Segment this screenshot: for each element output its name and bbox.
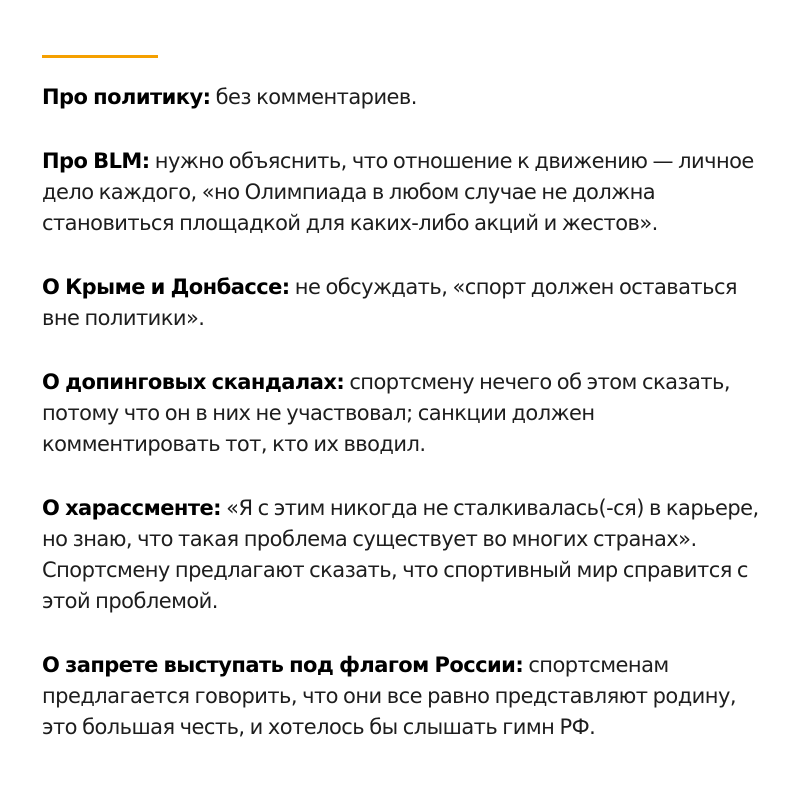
paragraph-text: спортсмену нечего об этом сказать, потому что он в них не участвовал; санкции должен комментировать тот, кто их вводил. <box>42 370 730 456</box>
paragraph-blm <box>42 146 772 239</box>
paragraph-lead: Про BLM: <box>42 149 150 173</box>
paragraph-text: нужно объяснить, что отношение к движению — личное дело каждого, «но Олимпиада в любом случае не должна становиться площадкой для каких-либо акций и жестов». <box>42 149 754 235</box>
paragraph-harassment <box>42 493 772 617</box>
paragraph-text: не обсуждать, «спорт должен оставаться вне политики». <box>42 275 738 330</box>
paragraph-lead: О запрете выступать под флагом России: <box>42 653 524 677</box>
paragraph-lead: О харассменте: <box>42 496 222 520</box>
paragraph-politics <box>42 82 772 113</box>
accent-divider <box>42 55 158 58</box>
paragraph-lead: Про политику: <box>42 85 211 109</box>
guidelines-list <box>42 82 772 776</box>
paragraph-text: «Я с этим никогда не сталкивалась(-ся) в карьере, но знаю, что такая проблема существует во многих странах». Спортсмену предлагают сказать, что спортивный мир справится с этой проблемой. <box>42 496 759 613</box>
paragraph-lead: О допинговых скандалах: <box>42 370 345 394</box>
paragraph-lead: О Крыме и Донбассе: <box>42 275 290 299</box>
paragraph-text: без комментариев. <box>210 85 417 109</box>
paragraph-text: спортсменам предлагается говорить, что они все равно представляют родину, это большая честь, и хотелось бы слышать гимн РФ. <box>42 653 736 739</box>
paragraph-flag-ban <box>42 650 772 743</box>
paragraph-doping <box>42 367 772 460</box>
paragraph-crimea-donbass <box>42 272 772 334</box>
